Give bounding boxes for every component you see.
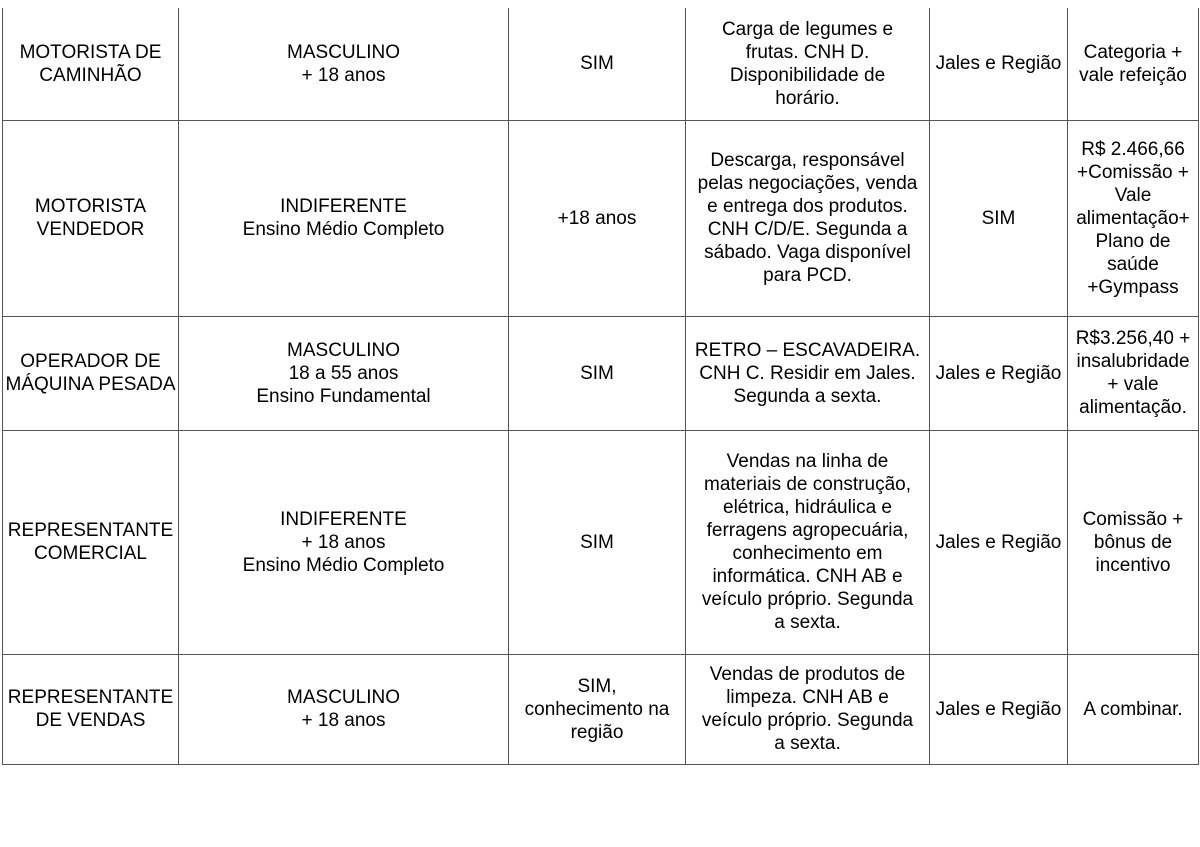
cell-text-line: REPRESENTANTE — [7, 520, 174, 541]
experience-cell — [509, 8, 686, 120]
cell-text-line: SIM — [580, 362, 614, 384]
cell-text-line: materiais de construção, — [704, 474, 911, 495]
cell-text-line: Disponibilidade de — [729, 64, 886, 86]
description-cell — [686, 654, 930, 764]
cell-text-line: +18 anos — [557, 207, 637, 229]
cell-text-line: + 18 anos — [301, 710, 386, 731]
cell-text-line: alimentação+ — [1076, 207, 1190, 229]
cell-text-line: + vale — [1107, 374, 1159, 395]
profile-cell — [179, 120, 509, 316]
job-title-cell — [3, 120, 179, 316]
benefits-cell — [1068, 430, 1199, 654]
cell-text-line: Jales e Região — [935, 698, 1062, 720]
profile-cell — [179, 654, 509, 764]
location-cell — [930, 430, 1068, 654]
cell-text-line: conhecimento na — [524, 698, 670, 720]
cell-text-line: MASCULINO — [287, 41, 400, 63]
cell-text-line: REPRESENTANTE — [7, 687, 174, 708]
table-row — [3, 654, 1199, 764]
cell-text-line: MOTORISTA DE — [19, 41, 162, 63]
cell-text-line: Segunda a sexta. — [733, 385, 882, 407]
experience-cell — [509, 120, 686, 316]
cell-text-line: MASCULINO — [287, 687, 400, 708]
cell-text-line: SIM — [580, 53, 614, 75]
cell-text-line: região — [570, 721, 624, 743]
cell-text-line: Vendas na linha de — [726, 451, 889, 472]
cell-text-line: Vale — [1114, 184, 1152, 206]
description-cell — [686, 120, 930, 316]
job-title-cell — [3, 430, 179, 654]
cell-text-line: horário. — [775, 87, 840, 109]
cell-text-line: conhecimento em — [732, 543, 883, 564]
job-title-cell — [3, 316, 179, 430]
cell-text-line: veículo próprio. Segunda — [701, 589, 914, 610]
cell-text-line: MASCULINO — [287, 339, 400, 361]
benefits-cell — [1068, 120, 1199, 316]
cell-text-line: 18 a 55 anos — [288, 362, 399, 384]
cell-text-line: Comissão + — [1082, 508, 1184, 530]
cell-text-line: MOTORISTA — [34, 196, 147, 217]
cell-text-line: SIM, — [577, 675, 617, 697]
cell-text-line: incentivo — [1095, 554, 1171, 576]
cell-text-line: DE VENDAS — [35, 710, 146, 731]
cell-text-line: alimentação. — [1079, 397, 1187, 418]
location-cell — [930, 120, 1068, 316]
cell-text-line: a sexta. — [774, 612, 841, 633]
table-row — [3, 120, 1199, 316]
cell-text-line: Jales e Região — [935, 53, 1062, 75]
description-cell — [686, 430, 930, 654]
cell-text-line: A combinar. — [1083, 698, 1183, 720]
cell-text-line: Jales e Região — [935, 531, 1062, 553]
cell-text-line: Categoria + — [1083, 41, 1183, 63]
cell-text-line: Ensino Médio Completo — [242, 219, 445, 240]
cell-text-line: para PCD. — [763, 265, 852, 286]
job-title-cell — [3, 654, 179, 764]
description-cell — [686, 8, 930, 120]
cell-text-line: Descarga, responsável — [710, 150, 905, 171]
benefits-cell — [1068, 316, 1199, 430]
cell-text-line: COMERCIAL — [34, 543, 147, 564]
cell-text-line: saúde — [1107, 253, 1159, 275]
cell-text-line: a sexta. — [774, 733, 841, 754]
cell-text-line: vale refeição — [1079, 64, 1187, 86]
cell-text-line: + 18 anos — [301, 64, 386, 86]
cell-text-line: R$ 2.466,66 — [1081, 138, 1185, 160]
profile-cell — [179, 316, 509, 430]
cell-text-line: SIM — [580, 531, 614, 553]
experience-cell — [509, 654, 686, 764]
profile-cell — [179, 430, 509, 654]
experience-cell — [509, 316, 686, 430]
cell-text-line: veículo próprio. Segunda — [701, 710, 914, 731]
description-cell — [686, 316, 930, 430]
location-cell — [930, 8, 1068, 120]
cell-text-line: elétrica, hidráulica e — [723, 497, 892, 518]
location-cell — [930, 654, 1068, 764]
job-title-cell — [3, 8, 179, 120]
cell-text-line: ferragens agropecuária, — [706, 520, 909, 541]
cell-text-line: R$3.256,40 + — [1075, 328, 1191, 349]
cell-text-line: informática. CNH AB e — [712, 566, 903, 587]
location-cell — [930, 316, 1068, 430]
benefits-cell — [1068, 8, 1199, 120]
cell-text-line: Carga de legumes e — [721, 18, 894, 40]
table-row — [3, 8, 1199, 120]
cell-text-line: pelas negociações, venda — [697, 173, 918, 194]
cell-text-line: CNH C/D/E. Segunda a — [707, 219, 908, 240]
cell-text-line: CNH C. Residir em Jales. — [699, 362, 916, 384]
cell-text-line: bônus de — [1093, 531, 1173, 553]
cell-text-line: +Gympass — [1087, 276, 1179, 298]
cell-text-line: sábado. Vaga disponível — [704, 242, 911, 263]
benefits-cell — [1068, 654, 1199, 764]
cell-text-line: VENDEDOR — [36, 219, 145, 240]
cell-text-line: OPERADOR DE — [20, 351, 161, 372]
cell-text-line: INDIFERENTE — [280, 196, 407, 217]
cell-text-line: + 18 anos — [301, 531, 386, 553]
cell-text-line: SIM — [981, 207, 1016, 229]
table-row — [3, 430, 1199, 654]
cell-text-line: Vendas de produtos de — [709, 664, 906, 685]
cell-text-line: Ensino Médio Completo — [242, 554, 445, 576]
table-row — [3, 316, 1199, 430]
cell-text-line: Ensino Fundamental — [256, 385, 431, 407]
profile-cell — [179, 8, 509, 120]
job-listings-table — [2, 8, 1199, 765]
job-rows — [3, 8, 1199, 764]
experience-cell — [509, 430, 686, 654]
cell-text-line: Plano de — [1095, 230, 1171, 252]
cell-text-line: Jales e Região — [935, 362, 1062, 384]
cell-text-line: +Comissão + — [1077, 161, 1189, 183]
cell-text-line: CAMINHÃO — [39, 64, 142, 86]
cell-text-line: INDIFERENTE — [280, 508, 407, 530]
cell-text-line: limpeza. CNH AB e — [726, 687, 889, 708]
cell-text-line: e entrega dos produtos. — [707, 196, 908, 217]
cell-text-line: RETRO – ESCAVADEIRA. — [694, 339, 921, 361]
cell-text-line: frutas. CNH D. — [745, 41, 870, 63]
cell-text-line: MÁQUINA PESADA — [5, 374, 176, 395]
cell-text-line: insalubridade — [1076, 351, 1190, 372]
